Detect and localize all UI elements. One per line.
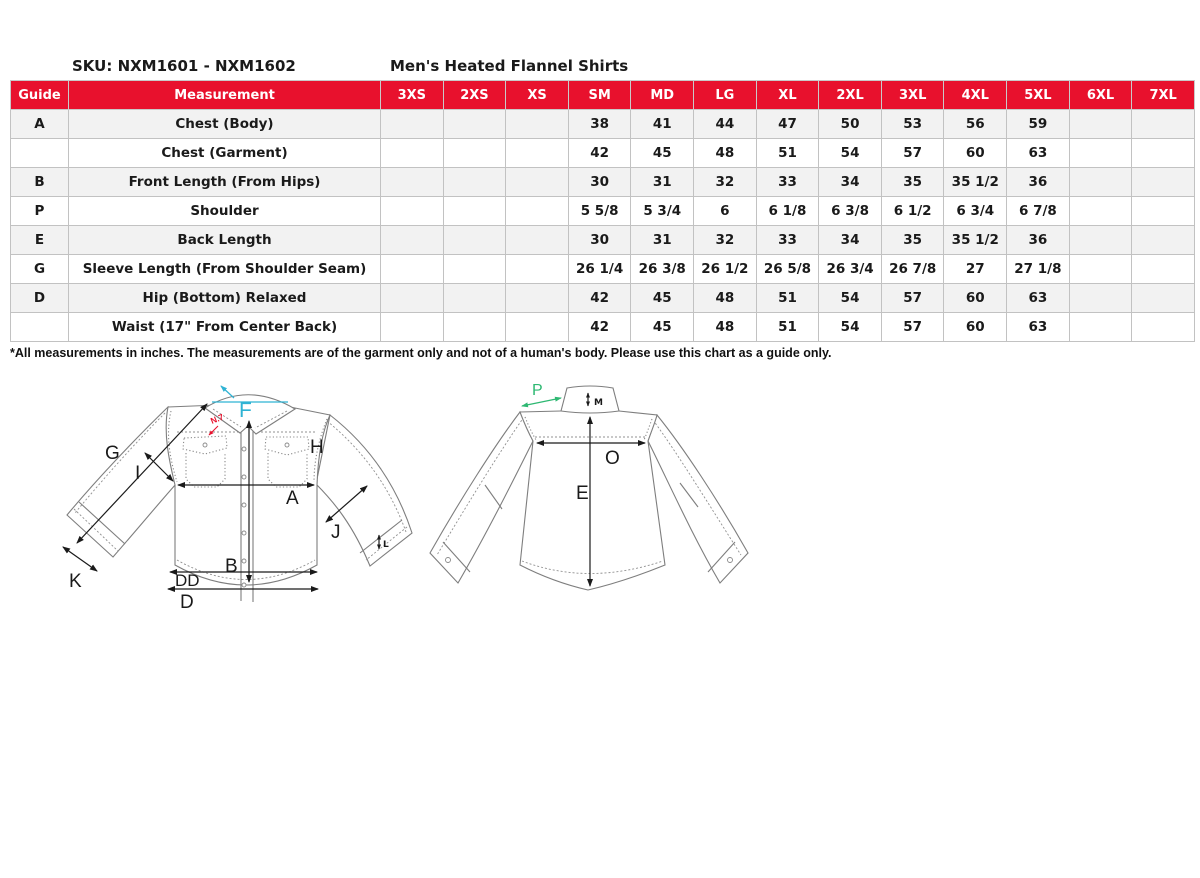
size-cell: 35	[881, 226, 944, 255]
guide-cell: A	[11, 110, 69, 139]
front-view-diagram	[63, 386, 412, 613]
size-cell: 32	[694, 226, 757, 255]
label-front-j: J	[331, 522, 341, 543]
size-cell: 6 7/8	[1007, 197, 1070, 226]
size-cell	[381, 197, 444, 226]
measurement-cell: Front Length (From Hips)	[69, 168, 381, 197]
garment-diagrams	[55, 375, 795, 675]
back-left-sleeve	[430, 412, 533, 583]
size-cell: 36	[1007, 168, 1070, 197]
size-cell	[381, 255, 444, 284]
guide-cell: D	[11, 284, 69, 313]
size-cell: 6 1/8	[756, 197, 819, 226]
measurement-cell: Waist (17" From Center Back)	[69, 313, 381, 342]
size-cell: 51	[756, 139, 819, 168]
size-cell	[381, 168, 444, 197]
size-cell	[506, 284, 569, 313]
label-front-k: K	[69, 571, 82, 592]
label-front-f: F	[239, 399, 252, 422]
size-cell	[1132, 139, 1195, 168]
size-cell: 27 1/8	[1007, 255, 1070, 284]
size-cell	[1069, 110, 1132, 139]
size-cell: 34	[819, 168, 882, 197]
size-cell	[1132, 226, 1195, 255]
size-cell: 51	[756, 313, 819, 342]
column-header-xl: XL	[756, 81, 819, 110]
label-front-a: A	[286, 488, 299, 509]
size-cell: 59	[1007, 110, 1070, 139]
table-row	[11, 284, 1195, 313]
size-cell: 6 1/2	[881, 197, 944, 226]
label-back-p: P	[532, 382, 543, 399]
size-cell	[1132, 255, 1195, 284]
table-row	[11, 255, 1195, 284]
size-cell	[1069, 226, 1132, 255]
size-cell	[443, 255, 506, 284]
size-cell: 53	[881, 110, 944, 139]
back-arrow-p	[522, 398, 561, 406]
front-arrow-f	[221, 386, 234, 398]
column-header-2xl: 2XL	[819, 81, 882, 110]
column-header-guide: Guide	[11, 81, 69, 110]
table-row	[11, 197, 1195, 226]
size-cell: 56	[944, 110, 1007, 139]
size-cell: 36	[1007, 226, 1070, 255]
back-view-diagram	[430, 382, 748, 590]
measurement-cell: Hip (Bottom) Relaxed	[69, 284, 381, 313]
size-cell: 44	[694, 110, 757, 139]
size-cell: 54	[819, 313, 882, 342]
front-left-sleeve	[67, 407, 176, 557]
size-cell	[443, 313, 506, 342]
sku-title: SKU: NXM1601 - NXM1602	[72, 57, 296, 75]
label-front-l: L	[383, 540, 389, 550]
guide-cell: G	[11, 255, 69, 284]
size-cell: 31	[631, 226, 694, 255]
size-cell: 26 5/8	[756, 255, 819, 284]
size-cell: 45	[631, 313, 694, 342]
size-cell: 57	[881, 284, 944, 313]
size-cell: 6 3/4	[944, 197, 1007, 226]
size-cell: 48	[694, 284, 757, 313]
column-header-sm: SM	[568, 81, 631, 110]
front-body	[166, 405, 330, 585]
size-cell: 47	[756, 110, 819, 139]
size-cell: 35 1/2	[944, 168, 1007, 197]
label-back-e: E	[576, 483, 589, 504]
size-cell	[381, 313, 444, 342]
size-cell	[506, 255, 569, 284]
measurement-cell: Chest (Garment)	[69, 139, 381, 168]
measurement-cell: Sleeve Length (From Shoulder Seam)	[69, 255, 381, 284]
size-cell	[1132, 168, 1195, 197]
measurement-cell: Shoulder	[69, 197, 381, 226]
size-cell	[1069, 313, 1132, 342]
size-cell	[381, 110, 444, 139]
size-cell: 54	[819, 284, 882, 313]
size-cell: 42	[568, 139, 631, 168]
size-cell: 45	[631, 139, 694, 168]
label-front-dd: DD	[175, 571, 200, 590]
size-cell: 63	[1007, 313, 1070, 342]
size-cell: 26 3/8	[631, 255, 694, 284]
guide-cell: E	[11, 226, 69, 255]
size-cell: 48	[694, 139, 757, 168]
size-cell: 51	[756, 284, 819, 313]
size-cell	[381, 284, 444, 313]
size-cell	[1069, 168, 1132, 197]
column-header-3xs: 3XS	[381, 81, 444, 110]
column-header-2xs: 2XS	[443, 81, 506, 110]
table-row	[11, 139, 1195, 168]
size-cell	[506, 197, 569, 226]
size-cell: 60	[944, 139, 1007, 168]
size-cell	[381, 139, 444, 168]
column-header-measurement: Measurement	[69, 81, 381, 110]
size-cell: 33	[756, 226, 819, 255]
size-cell: 6	[694, 197, 757, 226]
size-cell	[1069, 197, 1132, 226]
size-cell: 63	[1007, 284, 1070, 313]
column-header-3xl: 3XL	[881, 81, 944, 110]
size-cell: 30	[568, 168, 631, 197]
column-header-4xl: 4XL	[944, 81, 1007, 110]
size-cell	[381, 226, 444, 255]
product-title: Men's Heated Flannel Shirts	[390, 57, 629, 75]
size-cell: 26 3/4	[819, 255, 882, 284]
size-cell: 38	[568, 110, 631, 139]
back-body	[520, 411, 665, 590]
label-back-o: O	[605, 448, 620, 469]
guide-cell: B	[11, 168, 69, 197]
table-body	[11, 110, 1195, 342]
size-cell: 6 3/8	[819, 197, 882, 226]
size-cell	[1132, 284, 1195, 313]
size-cell	[506, 226, 569, 255]
guide-cell: P	[11, 197, 69, 226]
table-row	[11, 226, 1195, 255]
size-cell	[506, 110, 569, 139]
size-cell: 26 1/2	[694, 255, 757, 284]
garment-diagram-svg	[55, 375, 795, 675]
size-cell: 5 3/4	[631, 197, 694, 226]
size-cell	[1069, 284, 1132, 313]
size-cell: 54	[819, 139, 882, 168]
size-cell: 30	[568, 226, 631, 255]
guide-cell	[11, 139, 69, 168]
column-header-lg: LG	[694, 81, 757, 110]
front-arrow-k	[63, 547, 97, 571]
size-cell: 45	[631, 284, 694, 313]
size-cell: 63	[1007, 139, 1070, 168]
table-row	[11, 110, 1195, 139]
label-front-h: H	[310, 437, 324, 458]
table-header-row	[11, 81, 1195, 110]
size-cell: 57	[881, 313, 944, 342]
size-cell	[1132, 197, 1195, 226]
size-cell	[443, 139, 506, 168]
size-cell: 27	[944, 255, 1007, 284]
size-cell	[443, 226, 506, 255]
size-chart-table	[10, 80, 1195, 342]
size-cell: 57	[881, 139, 944, 168]
label-front-b: B	[225, 556, 238, 577]
label-front-i: I	[135, 463, 141, 484]
column-header-xs: XS	[506, 81, 569, 110]
column-header-6xl: 6XL	[1069, 81, 1132, 110]
size-cell	[443, 168, 506, 197]
size-cell: 42	[568, 284, 631, 313]
size-cell	[1069, 255, 1132, 284]
table-row	[11, 313, 1195, 342]
size-cell	[1132, 313, 1195, 342]
label-front-d: D	[180, 592, 194, 613]
label-back-m: M	[594, 398, 603, 408]
size-cell: 34	[819, 226, 882, 255]
size-cell: 41	[631, 110, 694, 139]
front-right-sleeve	[316, 415, 412, 566]
size-cell: 60	[944, 284, 1007, 313]
size-cell: 5 5/8	[568, 197, 631, 226]
size-cell	[506, 313, 569, 342]
size-cell: 48	[694, 313, 757, 342]
label-front-n7: N.7	[209, 411, 226, 426]
size-cell: 32	[694, 168, 757, 197]
size-cell	[443, 284, 506, 313]
size-cell: 60	[944, 313, 1007, 342]
back-collar	[561, 386, 619, 413]
guide-cell	[11, 313, 69, 342]
size-cell	[443, 110, 506, 139]
size-cell	[1069, 139, 1132, 168]
label-front-g: G	[105, 443, 120, 464]
measurement-cell: Chest (Body)	[69, 110, 381, 139]
size-cell	[506, 168, 569, 197]
size-cell: 26 7/8	[881, 255, 944, 284]
column-header-7xl: 7XL	[1132, 81, 1195, 110]
size-cell: 33	[756, 168, 819, 197]
size-cell: 35	[881, 168, 944, 197]
size-cell: 31	[631, 168, 694, 197]
size-cell: 26 1/4	[568, 255, 631, 284]
size-cell: 42	[568, 313, 631, 342]
measurement-cell: Back Length	[69, 226, 381, 255]
size-cell	[443, 197, 506, 226]
page-title	[0, 57, 1200, 79]
size-cell: 50	[819, 110, 882, 139]
size-cell	[1132, 110, 1195, 139]
size-cell	[506, 139, 569, 168]
column-header-5xl: 5XL	[1007, 81, 1070, 110]
size-cell: 35 1/2	[944, 226, 1007, 255]
footnote: *All measurements in inches. The measurements are of the garment only and not of a human's body. Please use this chart as a guide only.	[10, 346, 832, 360]
column-header-md: MD	[631, 81, 694, 110]
table-row	[11, 168, 1195, 197]
